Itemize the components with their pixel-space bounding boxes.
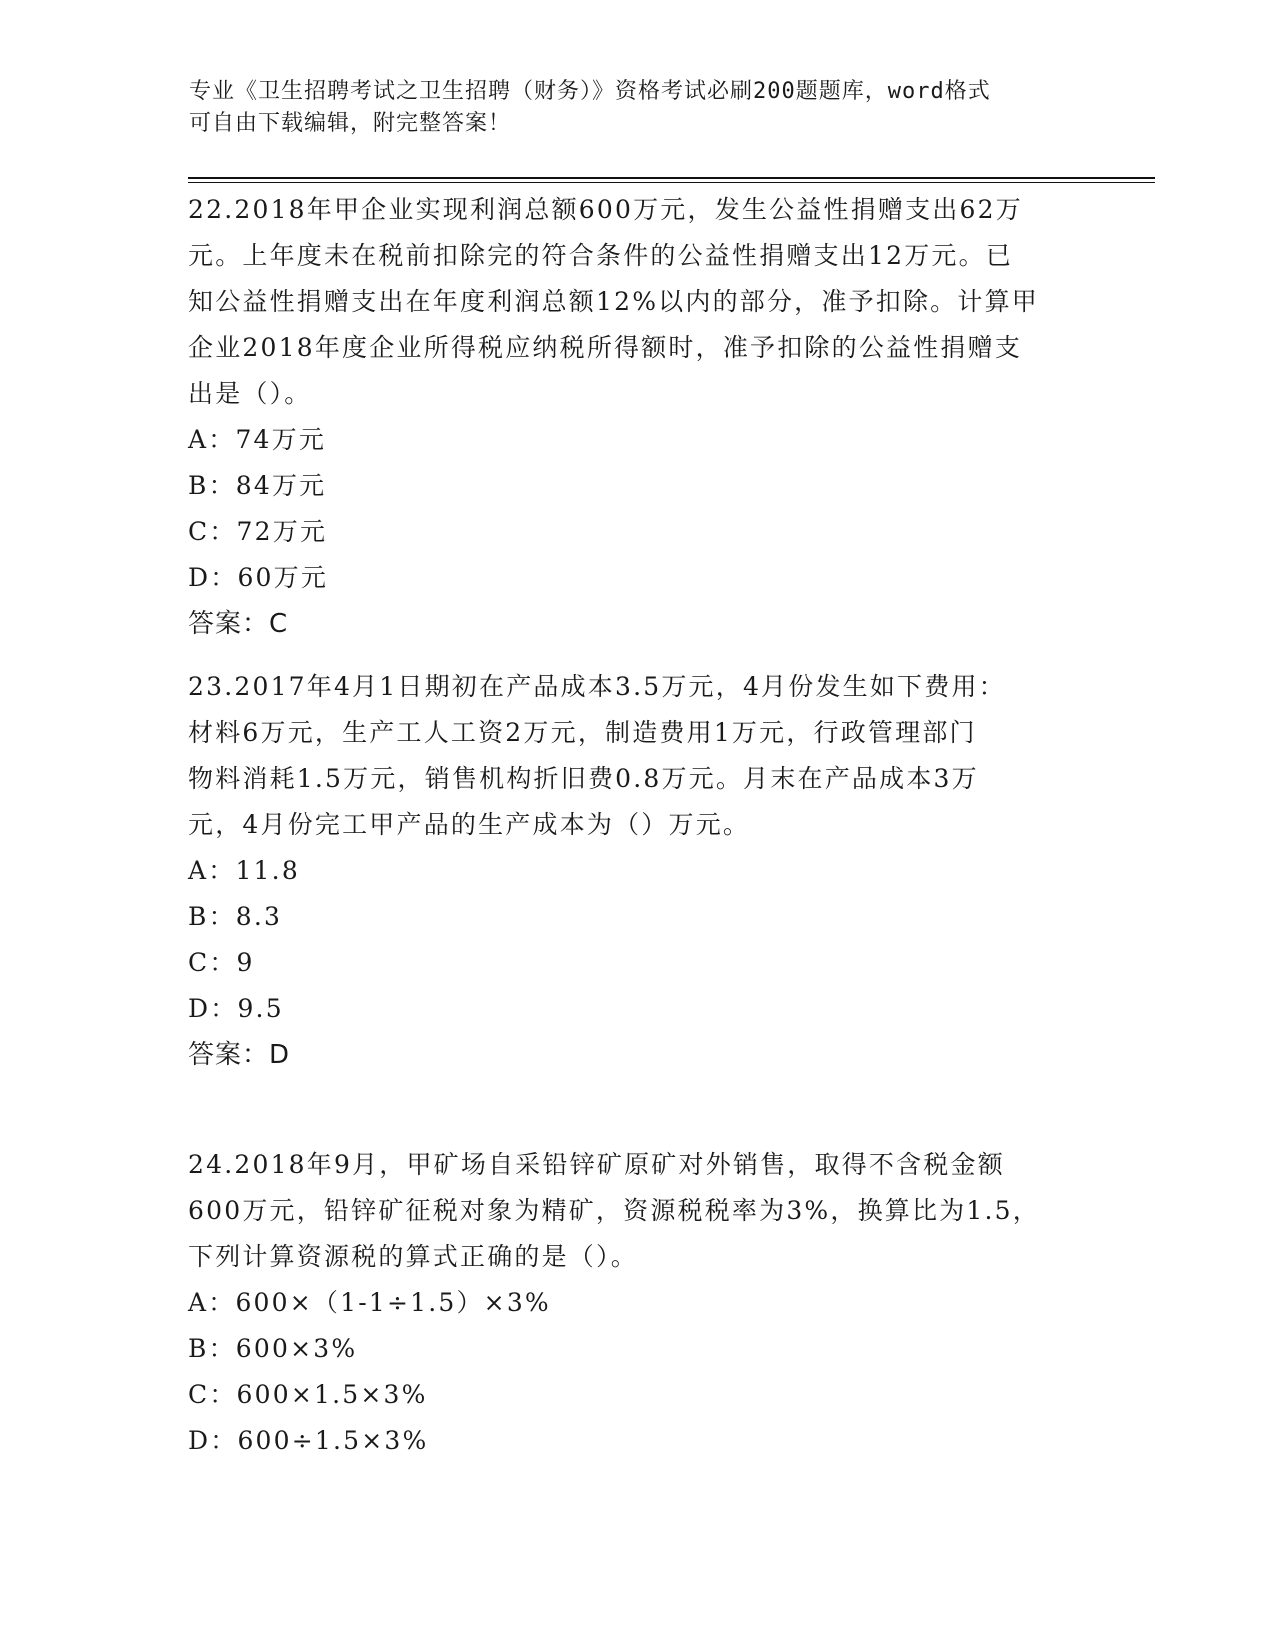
stem-line: 下列计算资源税的算式正确的是（）。 [188, 1242, 638, 1271]
stem-line: 22.2018年甲企业实现利润总额600万元，发生公益性捐赠支出62万 [188, 195, 1023, 224]
stem-line: 元，4月份完工甲产品的生产成本为（）万元。 [188, 810, 751, 839]
option-c: C：72万元 [188, 517, 328, 546]
document-header [189, 76, 1089, 140]
stem-line: 知公益性捐赠支出在年度利润总额12%以内的部分，准予扣除。计算甲 [188, 287, 1039, 316]
option-b: B：600×3% [188, 1334, 358, 1363]
question-stem [188, 1142, 1088, 1280]
question-stem [188, 664, 1088, 848]
stem-line: 材料6万元，生产工人工资2万元，制造费用1万元，行政管理部门 [188, 718, 977, 747]
header-divider-thick [188, 177, 1155, 179]
option-d: D：60万元 [188, 563, 329, 592]
option-c: C：9 [188, 948, 255, 977]
stem-line: 出是（）。 [188, 379, 312, 408]
option-d: D：9.5 [188, 994, 284, 1023]
option-a: A：74万元 [188, 425, 327, 454]
answer: 答案：D [188, 1040, 291, 1070]
option-d: D：600÷1.5×3% [188, 1426, 429, 1455]
stem-line: 24.2018年9月，甲矿场自采铅锌矿原矿对外销售，取得不含税金额 [188, 1150, 1005, 1179]
stem-line: 600万元，铅锌矿征税对象为精矿，资源税税率为3%，换算比为1.5， [188, 1196, 1040, 1225]
option-b: B：84万元 [188, 471, 327, 500]
question-22 [188, 187, 1088, 647]
header-divider-thin [188, 182, 1155, 183]
stem-line: 元。上年度未在税前扣除完的符合条件的公益性捐赠支出12万元。已 [188, 241, 1014, 270]
option-b: B：8.3 [188, 902, 283, 931]
option-a: A：11.8 [188, 856, 300, 885]
stem-line: 23.2017年4月1日期初在产品成本3.5万元，4月份发生如下费用： [188, 672, 1006, 701]
option-c: C：600×1.5×3% [188, 1380, 428, 1409]
answer: 答案：C [188, 609, 289, 639]
question-stem [188, 187, 1088, 417]
option-a: A：600×（1-1÷1.5）×3% [188, 1288, 551, 1317]
header-line-1: 专业《卫生招聘考试之卫生招聘（财务）》资格考试必刷200题题库，word格式 [189, 79, 991, 104]
header-line-2: 可自由下载编辑，附完整答案！ [189, 111, 512, 136]
question-23 [188, 664, 1088, 1078]
stem-line: 企业2018年度企业所得税应纳税所得额时，准予扣除的公益性捐赠支 [188, 333, 1023, 362]
question-24 [188, 1142, 1088, 1464]
stem-line: 物料消耗1.5万元，销售机构折旧费0.8万元。月末在产品成本3万 [188, 764, 979, 793]
